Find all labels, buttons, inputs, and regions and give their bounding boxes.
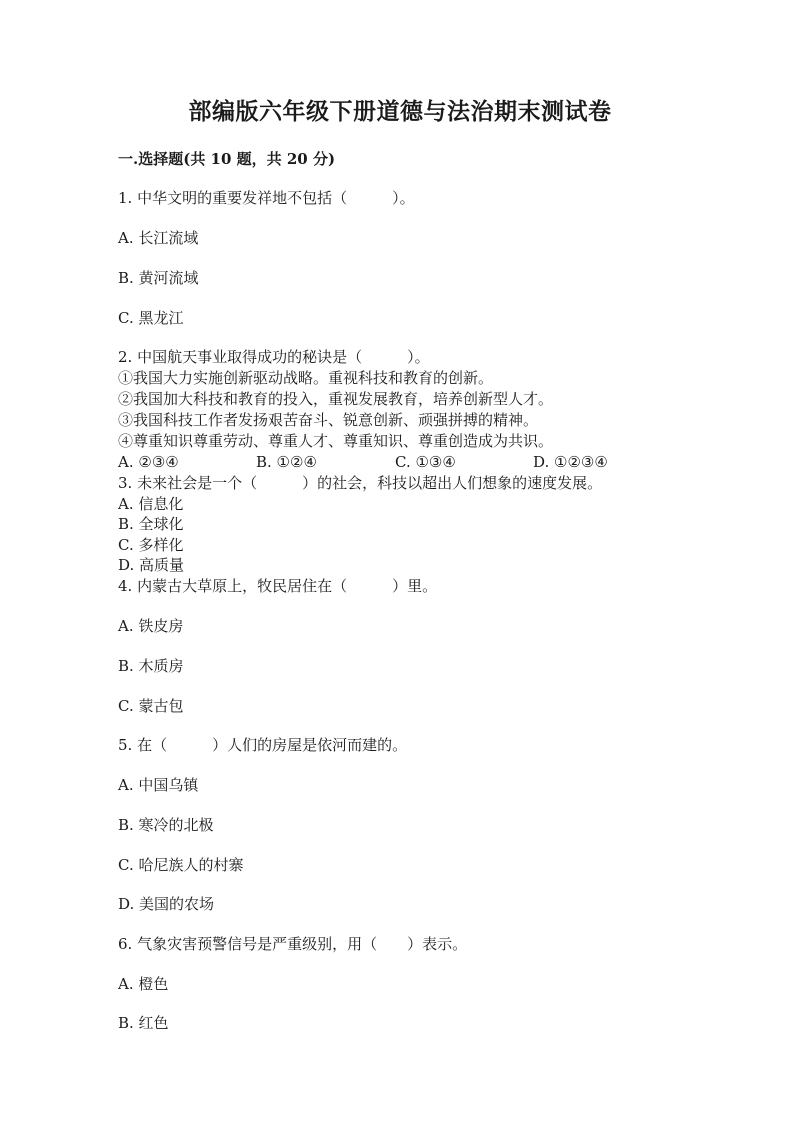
question-4-option-a: A. 铁皮房 (118, 617, 184, 635)
question-5-option-a: A. 中国乌镇 (118, 776, 199, 794)
question-2-option-d: D. ①②③④ (533, 453, 608, 471)
question-2-option-b: B. ①②④ (256, 453, 317, 471)
question-6-stem: 6. 气象灾害预警信号是严重级别，用（ ）表示。 (118, 935, 468, 953)
question-6-option-a: A. 橙色 (118, 975, 169, 993)
question-1-option-a: A. 长江流域 (118, 229, 199, 247)
question-4-option-c: C. 蒙古包 (118, 697, 184, 715)
question-3-option-b: B. 全球化 (118, 515, 184, 533)
question-2-option-a: A. ②③④ (118, 453, 179, 471)
question-5-option-c: C. 哈尼族人的村寨 (118, 856, 244, 874)
question-3-stem: 3. 未来社会是一个（ ）的社会，科技以超出人们想象的速度发展。 (118, 474, 603, 492)
question-1-option-b: B. 黄河流域 (118, 269, 199, 287)
question-3-option-d: D. 高质量 (118, 556, 185, 574)
question-2-stem: 2. 中国航天事业取得成功的秘诀是（ ）。 (118, 348, 430, 366)
question-5-stem: 5. 在（ ）人们的房屋是依河而建的。 (118, 736, 408, 754)
question-4-stem: 4. 内蒙古大草原上，牧民居住在（ ）里。 (118, 577, 438, 595)
question-1-stem: 1. 中华文明的重要发祥地不包括（ ）。 (118, 189, 415, 207)
section-heading: 一.选择题(共 10 题，共 20 分) (118, 150, 336, 168)
question-2-statement-2: ②我国加大科技和教育的投入，重视发展教育，培养创新型人才。 (118, 390, 554, 408)
question-1-option-c: C. 黑龙江 (118, 309, 184, 327)
question-2-statement-4: ④尊重知识尊重劳动、尊重人才、尊重知识、尊重创造成为共识。 (118, 432, 554, 450)
question-2-statement-3: ③我国科技工作者发扬艰苦奋斗、锐意创新、顽强拼搏的精神。 (118, 411, 539, 429)
question-2-statement-1: ①我国大力实施创新驱动战略。重视科技和教育的创新。 (118, 369, 494, 387)
question-4-option-b: B. 木质房 (118, 657, 184, 675)
question-5-option-b: B. 寒冷的北极 (118, 816, 214, 834)
page-title: 部编版六年级下册道德与法治期末测试卷 (188, 98, 612, 125)
question-6-option-b: B. 红色 (118, 1014, 169, 1032)
question-5-option-d: D. 美国的农场 (118, 895, 215, 913)
question-3-option-a: A. 信息化 (118, 495, 184, 513)
question-2-option-c: C. ①③④ (395, 453, 456, 471)
question-3-option-c: C. 多样化 (118, 536, 184, 554)
